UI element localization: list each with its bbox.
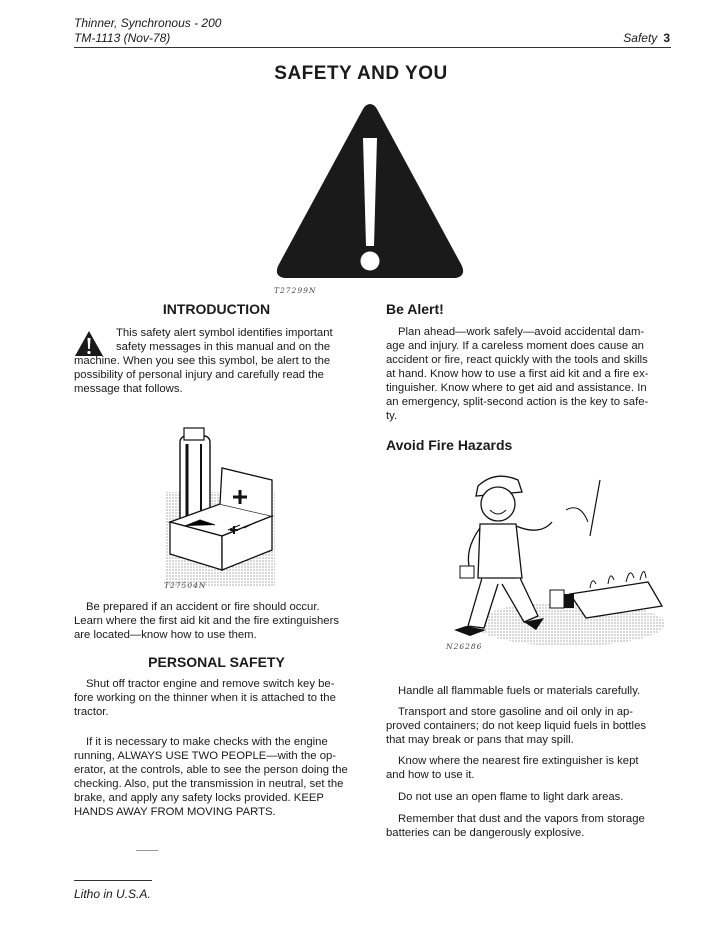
fire-line: that may break or pans that may spill. [386, 734, 574, 746]
personal-safety-line: checking. Also, put the transmission in neutral, set the [74, 778, 344, 790]
fire-line: batteries can be dangerously explosive. [386, 827, 585, 839]
header-doc-number: TM-1113 (Nov-78) [74, 31, 171, 45]
prepared-line: are located—know how to use them. [74, 629, 257, 641]
page-title: SAFETY AND YOU [274, 63, 448, 84]
personal-safety-line: brake, and apply any safety locks provided. KEEP [74, 792, 324, 804]
firstaid-figure-caption: T27504N [164, 581, 207, 590]
fire-hazards-heading: Avoid Fire Hazards [386, 437, 513, 453]
fire-line: Transport and store gasoline and oil only in ap- [398, 706, 634, 718]
personal-safety-line: tractor. [74, 706, 109, 718]
prepared-line: Learn where the first aid kit and the fire extinguishers [74, 615, 339, 627]
intro-line: safety messages in this manual and on the [116, 341, 331, 353]
personal-safety-line: If it is necessary to make checks with the engine [86, 736, 328, 748]
page-number: 3 [663, 31, 670, 45]
introduction-heading: INTRODUCTION [162, 301, 271, 317]
be-alert-line: an emergency, split-second action is the key to safe- [386, 396, 649, 408]
intro-line: This safety alert symbol identifies important [116, 327, 333, 339]
personal-safety-line: HANDS AWAY FROM MOVING PARTS. [74, 806, 276, 818]
be-alert-line: accident or fire, react quickly with the tools and skills [386, 354, 648, 366]
personal-safety-line: fore working on the thinner when it is attached to the [74, 692, 336, 704]
prepared-line: Be prepared if an accident or fire should occur. [86, 601, 320, 613]
be-alert-line: ty. [386, 410, 398, 422]
header-section-label: Safety [623, 31, 658, 45]
fire-line: Handle all flammable fuels or materials carefully. [398, 685, 641, 697]
first-aid-kit-illustration [160, 422, 280, 590]
footer-litho: Litho in U.S.A. [74, 887, 151, 901]
personal-safety-line: running, ALWAYS USE TWO PEOPLE—with the op- [74, 750, 337, 762]
be-alert-line: Plan ahead—work safely—avoid accidental dam- [398, 326, 645, 338]
header-section [623, 31, 670, 45]
header-doc-title: Thinner, Synchronous - 200 [74, 16, 222, 30]
be-alert-line: age and injury. If a careless moment does cause an [386, 340, 644, 352]
intro-line: message that follows. [74, 383, 183, 395]
intro-line: machine. When you see this symbol, be alert to the [74, 355, 331, 367]
small-alert-icon [74, 330, 104, 357]
fire-line: Do not use an open flame to light dark areas. [398, 791, 624, 803]
header-rule [74, 47, 671, 48]
fire-hazard-illustration [440, 466, 670, 656]
fire-line: Remember that dust and the vapors from storage [398, 813, 645, 825]
be-alert-line: at hand. Know how to use a first aid kit and a fire ex- [386, 368, 649, 380]
fire-line: and how to use it. [386, 769, 475, 781]
personal-safety-line: erator, at the controls, able to see the person doing the [74, 764, 348, 776]
fire-figure-caption: N26286 [446, 642, 483, 651]
alert-figure-caption: T27299N [274, 286, 317, 295]
be-alert-heading: Be Alert! [386, 301, 444, 317]
personal-safety-line: Shut off tractor engine and remove switch key be- [86, 678, 335, 690]
be-alert-line: tinguisher. Know where to get aid and assistance. In [386, 382, 647, 394]
personal-safety-heading: PERSONAL SAFETY [148, 654, 285, 670]
footer-rule [74, 880, 152, 881]
fire-line: proved containers; do not keep liquid fuels in bottles [386, 720, 646, 732]
intro-line: possibility of personal injury and carefully read the [74, 369, 324, 381]
short-divider [136, 850, 158, 851]
safety-alert-triangle-icon [270, 98, 470, 284]
fire-line: Know where the nearest fire extinguisher is kept [398, 755, 639, 767]
